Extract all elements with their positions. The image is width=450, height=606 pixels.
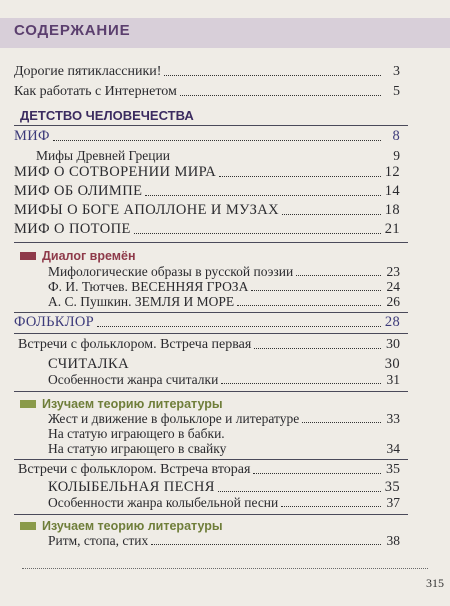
dot-leader (164, 75, 381, 76)
toc-entry-label: МИФЫ О БОГЕ АПОЛЛОНЕ И МУЗАХ (14, 202, 280, 218)
section-heading: ДЕТСТВО ЧЕЛОВЕЧЕСТВА (20, 108, 194, 123)
dot-leader (145, 195, 381, 196)
toc-entry[interactable] (14, 314, 400, 331)
section-rule (14, 459, 408, 460)
toc-page-number: 14 (384, 183, 400, 199)
toc-page-number: 30 (386, 337, 400, 352)
toc-page-number: 35 (386, 462, 400, 477)
toc-entry[interactable] (14, 221, 400, 238)
toc-entry[interactable] (48, 372, 400, 388)
toc-page-number: 12 (384, 164, 400, 180)
toc-entry-label: Жест и движение в фольклоре и литературе (48, 411, 300, 426)
toc-entry[interactable] (48, 533, 400, 549)
toc-entry-label: А. С. Пушкин. ЗЕМЛЯ И МОРЕ (48, 294, 235, 309)
toc-entry-label: Мифы Древней Греции (36, 148, 170, 163)
toc-entry-label: МИФ О СОТВОРЕНИИ МИРА (14, 164, 217, 180)
dot-leader (254, 348, 381, 349)
section-rule (14, 125, 408, 126)
dot-leader (218, 491, 381, 492)
toc-entry-label: Встречи с фольклором. Встреча первая (18, 337, 252, 352)
toc-entry[interactable] (48, 426, 400, 442)
toc-entry[interactable] (48, 441, 400, 457)
toc-entry[interactable] (14, 128, 400, 145)
toc-entry[interactable] (14, 64, 400, 80)
toc-page-number: 28 (384, 314, 400, 330)
dot-leader (97, 326, 381, 327)
page-title: СОДЕРЖАНИЕ (14, 22, 131, 39)
dot-leader (302, 422, 381, 423)
box-header-dialog (20, 249, 136, 263)
section-rule (14, 333, 408, 334)
toc-page-number: 23 (386, 264, 400, 279)
dot-leader (281, 506, 381, 507)
dot-leader (237, 305, 381, 306)
toc-entry-label: ФОЛЬКЛОР (14, 314, 94, 330)
toc-entry[interactable] (14, 84, 400, 100)
box-title: Изучаем теорию литературы (42, 397, 223, 411)
dot-leader (221, 383, 381, 384)
toc-entry[interactable] (14, 164, 400, 181)
toc-page-number: 3 (393, 64, 400, 79)
dot-leader (180, 95, 381, 96)
toc-entry[interactable] (48, 279, 400, 295)
dot-leader (282, 214, 381, 215)
toc-entry[interactable] (48, 411, 400, 427)
toc-entry[interactable] (48, 495, 400, 511)
toc-entry-label: Особенности жанра колыбельной песни (48, 495, 279, 510)
toc-page-number: 30 (384, 356, 400, 372)
toc-entry[interactable] (48, 294, 400, 310)
toc-entry[interactable] (36, 148, 400, 164)
toc-entry-label: Как работать с Интернетом (14, 84, 177, 99)
dot-leader (134, 233, 381, 234)
toc-entry-label: На статую играющего в бабки. (48, 426, 225, 441)
toc-page-number: 35 (384, 479, 400, 495)
toc-page-number: 33 (386, 411, 400, 426)
dot-leader (296, 275, 381, 276)
toc-page-number: 31 (386, 372, 400, 387)
toc-page-number: 38 (386, 533, 400, 548)
toc-page-number: 37 (386, 495, 400, 510)
toc-page-number: 24 (386, 279, 400, 294)
toc-page-number: 21 (384, 221, 400, 237)
toc-entry-label: Мифологические образы в русской поэзии (48, 264, 294, 279)
box-title: Диалог времён (42, 249, 136, 263)
toc-entry-label: МИФ ОБ ОЛИМПЕ (14, 183, 143, 199)
box-marker-icon (20, 400, 36, 408)
toc-entry-label: На статую играющего в свайку (48, 441, 227, 456)
toc-entry[interactable] (14, 183, 400, 200)
box-header-theory (20, 519, 223, 533)
section-rule (14, 312, 408, 313)
dot-leader (253, 473, 381, 474)
toc-page-number: 9 (393, 148, 400, 163)
footer-rule (22, 568, 428, 569)
toc-page-number: 8 (392, 128, 400, 144)
toc-entry[interactable] (48, 264, 400, 280)
toc-entry[interactable] (18, 462, 400, 478)
toc-entry[interactable] (14, 202, 400, 219)
box-title: Изучаем теорию литературы (42, 519, 223, 533)
section-rule (14, 391, 408, 392)
toc-page-number: 34 (386, 441, 400, 456)
toc-entry-label: Ритм, стопа, стих (48, 533, 149, 548)
toc-entry[interactable] (48, 479, 400, 496)
toc-entry-label: КОЛЫБЕЛЬНАЯ ПЕСНЯ (48, 479, 215, 495)
toc-entry-label: Дорогие пятиклассники! (14, 64, 162, 79)
toc-entry-label: МИФ (14, 128, 50, 144)
box-marker-icon (20, 522, 36, 530)
toc-page-number: 26 (386, 294, 400, 309)
toc-page-number: 18 (384, 202, 400, 218)
toc-page-number: 5 (393, 84, 400, 99)
page-number: 315 (426, 576, 444, 590)
toc-entry-label: Ф. И. Тютчев. ВЕСЕННЯЯ ГРОЗА (48, 279, 249, 294)
dot-leader (151, 544, 381, 545)
box-marker-icon (20, 252, 36, 260)
toc-entry[interactable] (18, 337, 400, 353)
toc-entry[interactable] (48, 356, 400, 373)
toc-entry-label: Особенности жанра считалки (48, 372, 219, 387)
toc-entry-label: МИФ О ПОТОПЕ (14, 221, 131, 237)
section-rule (14, 242, 408, 243)
toc-entry-label: СЧИТАЛКА (48, 356, 129, 372)
dot-leader (53, 140, 381, 141)
box-header-theory (20, 397, 223, 411)
section-rule (14, 514, 408, 515)
dot-leader (251, 290, 381, 291)
dot-leader (219, 176, 381, 177)
toc-entry-label: Встречи с фольклором. Встреча вторая (18, 462, 251, 477)
